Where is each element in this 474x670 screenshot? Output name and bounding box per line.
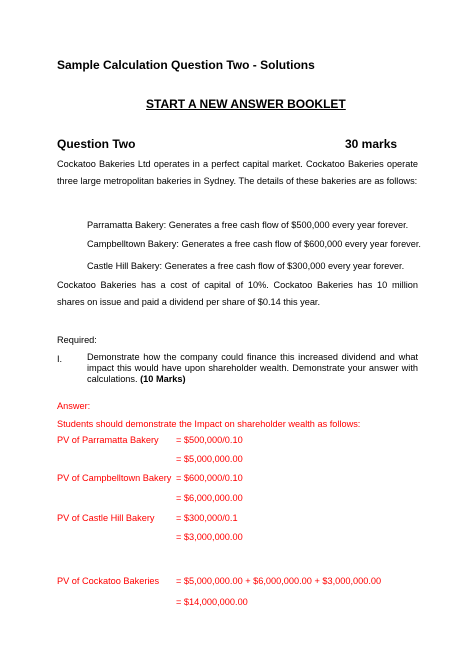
answer-intro: Students should demonstrate the Impact on shareholder wealth as follows: <box>57 419 361 429</box>
pv-result-castle-hill: = $3,000,000.00 <box>176 532 243 542</box>
cost-of-capital-paragraph: Cockatoo Bakeries has a cost of capital of 10%. Cockatoo Bakeries has 10 million shares on issue and paid a dividend per share of $0.14 this year. <box>57 280 418 307</box>
pv-label-castle-hill: PV of Castle Hill Bakery <box>57 513 155 523</box>
pv-result-total: = $14,000,000.00 <box>176 597 248 607</box>
pv-formula-castle-hill: = $300,000/0.1 <box>176 513 238 523</box>
pv-label-total: PV of Cockatoo Bakeries <box>57 576 160 586</box>
required-label: Required: <box>57 335 97 345</box>
booklet-heading: START A NEW ANSWER BOOKLET <box>146 97 346 111</box>
requirement-marks: (10 Marks) <box>140 374 186 384</box>
pv-label-campbelltown: PV of Campbelltown Bakery <box>57 473 172 483</box>
answer-label: Answer: <box>57 401 91 411</box>
requirement-body: Demonstrate how the company could finance this increased dividend and what impact this would have upon shareholder wealth. Demonstrate your answer with calculations. <box>87 352 418 384</box>
pv-formula-campbelltown: = $600,000/0.10 <box>176 473 243 483</box>
bakery-campbelltown: Campbelltown Bakery: Generates a free cash flow of $600,000 every year forever. <box>87 239 421 249</box>
marks-label: 30 marks <box>345 137 398 151</box>
pv-formula-total: = $5,000,000.00 + $6,000,000.00 + $3,000,000.00 <box>176 576 382 586</box>
pv-result-campbelltown: = $6,000,000.00 <box>176 493 243 503</box>
requirement-text <box>87 352 418 385</box>
pv-result-parramatta: = $5,000,000.00 <box>176 454 243 464</box>
document-title: Sample Calculation Question Two - Solutions <box>57 58 315 72</box>
bakery-parramatta: Parramatta Bakery: Generates a free cash flow of $500,000 every year forever. <box>87 220 409 230</box>
pv-label-parramatta: PV of Parramatta Bakery <box>57 435 159 445</box>
bakery-castle-hill: Castle Hill Bakery: Generates a free cash flow of $300,000 every year forever. <box>87 261 405 271</box>
requirement-number: I. <box>57 354 63 364</box>
pv-formula-parramatta: = $500,000/0.10 <box>176 435 243 445</box>
intro-paragraph: Cockatoo Bakeries Ltd operates in a perfect capital market. Cockatoo Bakeries operate three large metropolitan bakeries in Sydney. The details of these bakeries are as follows: <box>57 159 418 186</box>
question-label: Question Two <box>57 137 136 151</box>
